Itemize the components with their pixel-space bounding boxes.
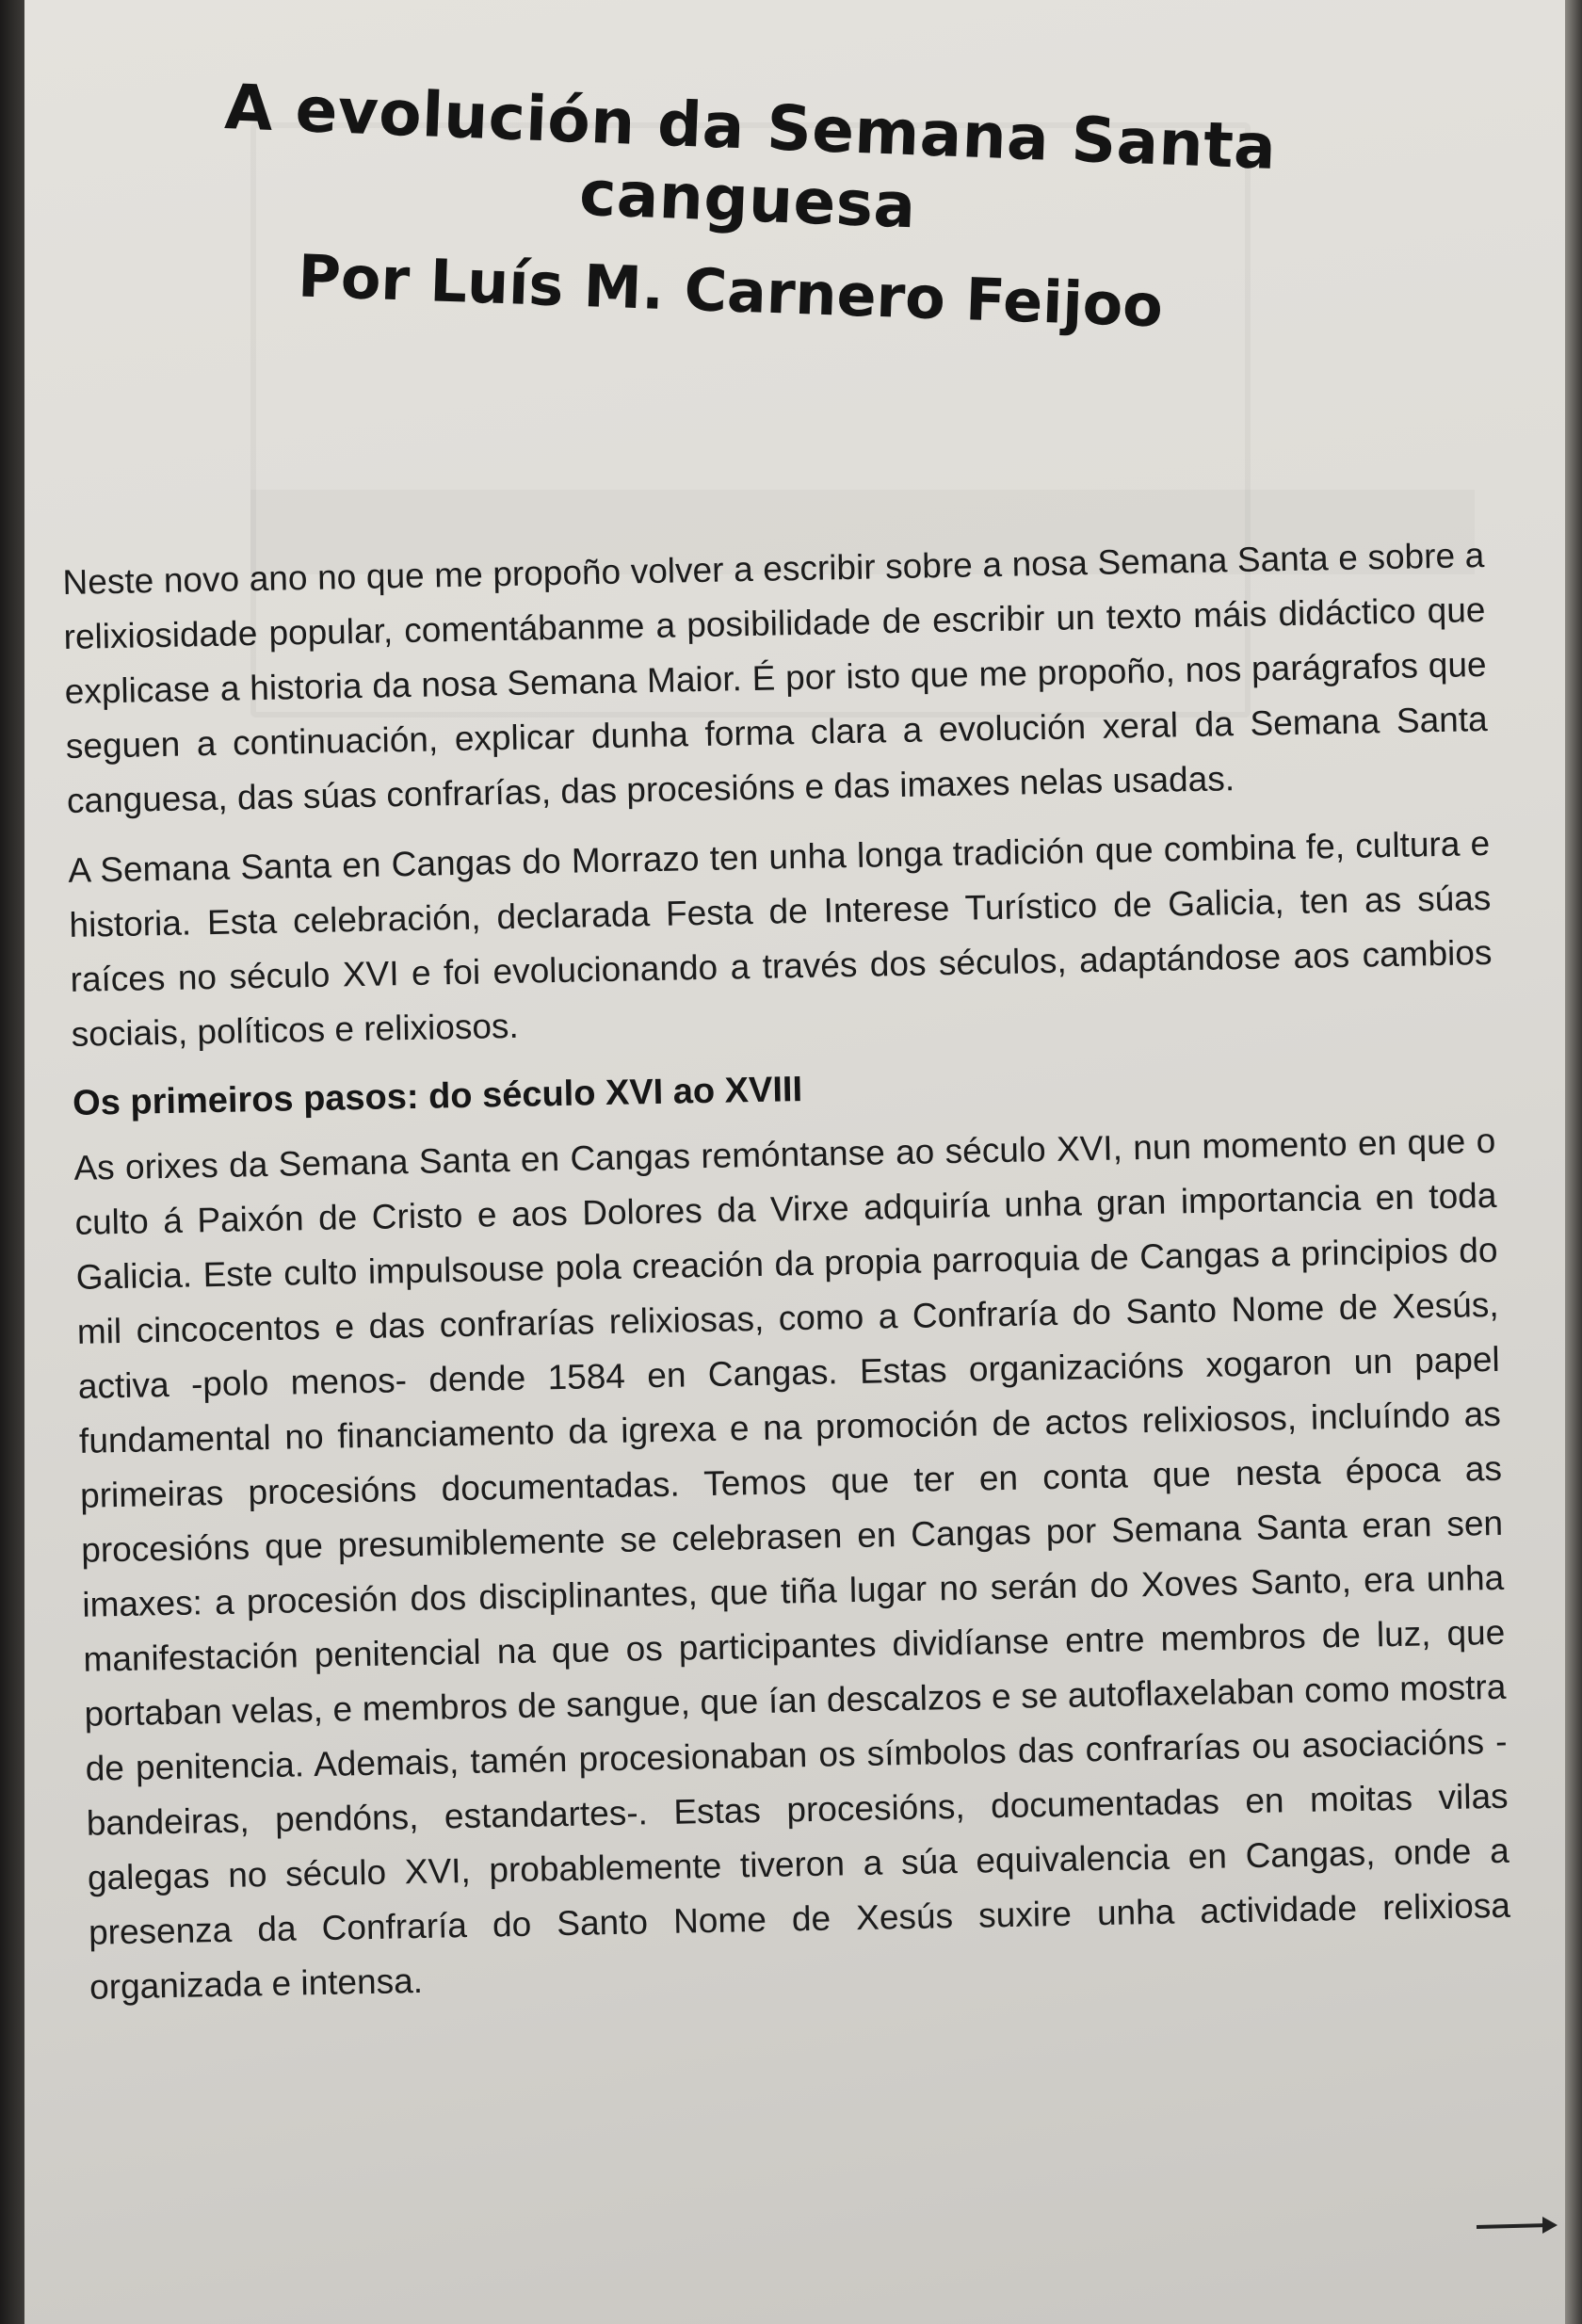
article-title: A evolución da Semana Santa canguesa xyxy=(223,71,1278,243)
page-edge-shadow xyxy=(1565,0,1582,2324)
book-page xyxy=(24,0,1569,2324)
article-author: Por Luís M. Carnero Feijoo xyxy=(297,241,1165,341)
article-body xyxy=(62,528,1512,2030)
arrow-right-icon xyxy=(1475,2213,1559,2241)
intro-paragraph: Neste novo ano no que me propoño volver a escribir sobre a nosa Semana Santa e sobre a relixiosidade popular, comentábanme a posibilidade de escribir un texto máis didáctico que explicase a historia da nosa Semana Maior. É por isto que me propoño, nos parágrafos que seguen a continuación, explicar dunha forma clara a evolución xeral da Semana Santa canguesa, das súas confrarías, das procesións e das imaxes nelas usadas. xyxy=(62,536,1489,820)
context-paragraph: A Semana Santa en Cangas do Morrazo ten unha longa tradición que combina fe, cultura e historia. Esta celebración, declarada Festa de Interese Turístico de Galicia, ten as súas raíces no século XVI e foi evolucionando a través dos séculos, adaptándose aos cambios sociais, políticos e relixiosos. xyxy=(68,823,1493,1054)
section-paragraph: As orixes da Semana Santa en Cangas remóntanse ao século XVI, nun momento en que o culto á Paixón de Cristo e aos Dolores da Virxe adquiría unha gran importancia en toda Galicia. Este culto impulsouse pola creación da propia parroquia de Cangas a principios do mil cincocentos e das confrarías relixiosas, como a Confraría do Santo Nome de Xesús, activa -polo menos- dende 1584 en Cangas. Estas organizacións xogaron un papel fundamental no financiamento da igrexa e na promoción de actos relixiosos, incluíndo as primeiras procesións documentadas. Temos que ter en conta que nesta época as procesións que presumiblemente se celebrasen en Cangas por Semana Santa eran sen imaxes: a procesión dos disciplinantes, que tiña lugar no serán do Xoves Santo, era unha manifestación penitencial na que os participantes dividíanse entre membros de luz, que portaban velas, e membros de sangue, que ían descalzos e se autoflaxelaban como mostra de penitencia. Ademais, tamén procesionaban os símbolos das confrarías ou asociacións -bandeiras, pendóns, estandartes-. Estas procesións, documentadas en moitas vilas galegas no século XVI, probablemente tiveron a súa equivalencia en Cangas, onde a presenza da Confraría do Santo Nome de Xesús suxire unha actividade relixiosa organizada e intensa. xyxy=(73,1121,1511,2007)
article xyxy=(24,0,1569,2324)
section-heading: Os primeiros pasos: do século XVI ao XVIII xyxy=(72,1070,803,1123)
